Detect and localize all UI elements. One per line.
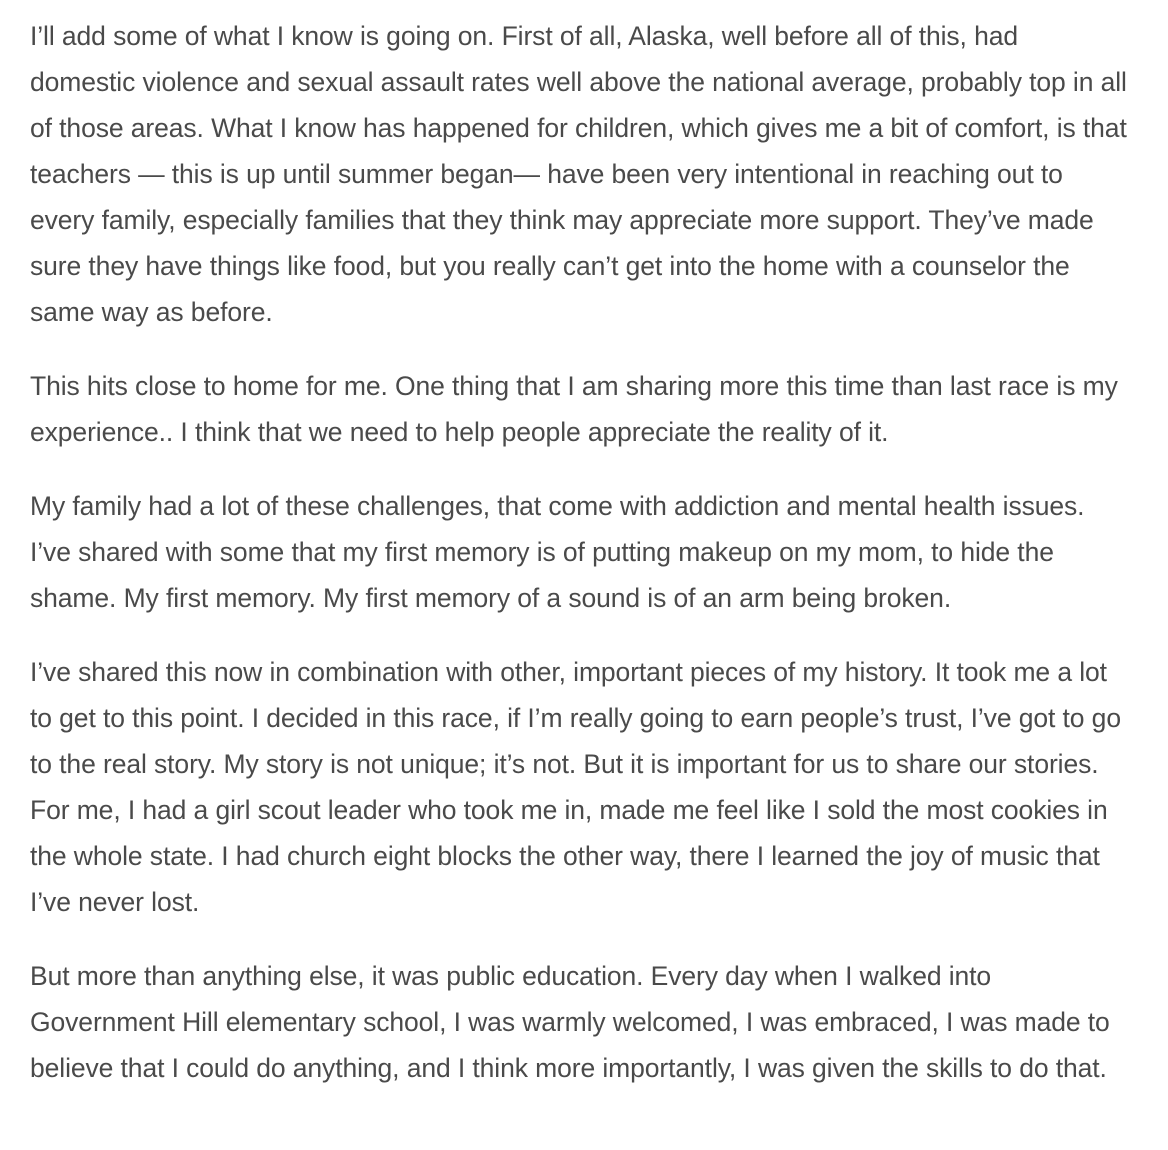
paragraph-2: This hits close to home for me. One thing that I am sharing more this time than last race is my experience.. I think that we need to help people appreciate the reality of it. xyxy=(30,371,1118,447)
paragraph-3: My family had a lot of these challenges, that come with addiction and mental health issues. I’ve shared with some that my first memory is of putting makeup on my mom, to hide the shame. My first memory. My first memory of a sound is of an arm being broken. xyxy=(30,491,1085,613)
paragraph-4: I’ve shared this now in combination with other, important pieces of my history. It took me a lot to get to this point. I decided in this race, if I’m really going to earn people’s trust, I’ve got to go to the real story. My story is not unique; it’s not. But it is important for us to share our stories. For me, I had a girl scout leader who took me in, made me feel like I sold the most cookies in the whole state. I had church eight blocks the other way, there I learned the joy of music that I’ve never lost. xyxy=(30,657,1121,917)
paragraph-5: But more than anything else, it was public education. Every day when I walked into Government Hill elementary school, I was warmly welcomed, I was embraced, I was made to believe that I could do anything, and I think more importantly, I was given the skills to do that. xyxy=(30,961,1110,1083)
paragraph-1: I’ll add some of what I know is going on. First of all, Alaska, well before all of this, had domestic violence and sexual assault rates well above the national average, probably top in all of those areas. What I know has happened for children, which gives me a bit of comfort, is that teachers — this is up until summer began— have been very intentional in reaching out to every family, especially families that they think may appreciate more support. They’ve made sure they have things like food, but you really can’t get into the home with a counselor the same way as before. xyxy=(30,21,1127,327)
